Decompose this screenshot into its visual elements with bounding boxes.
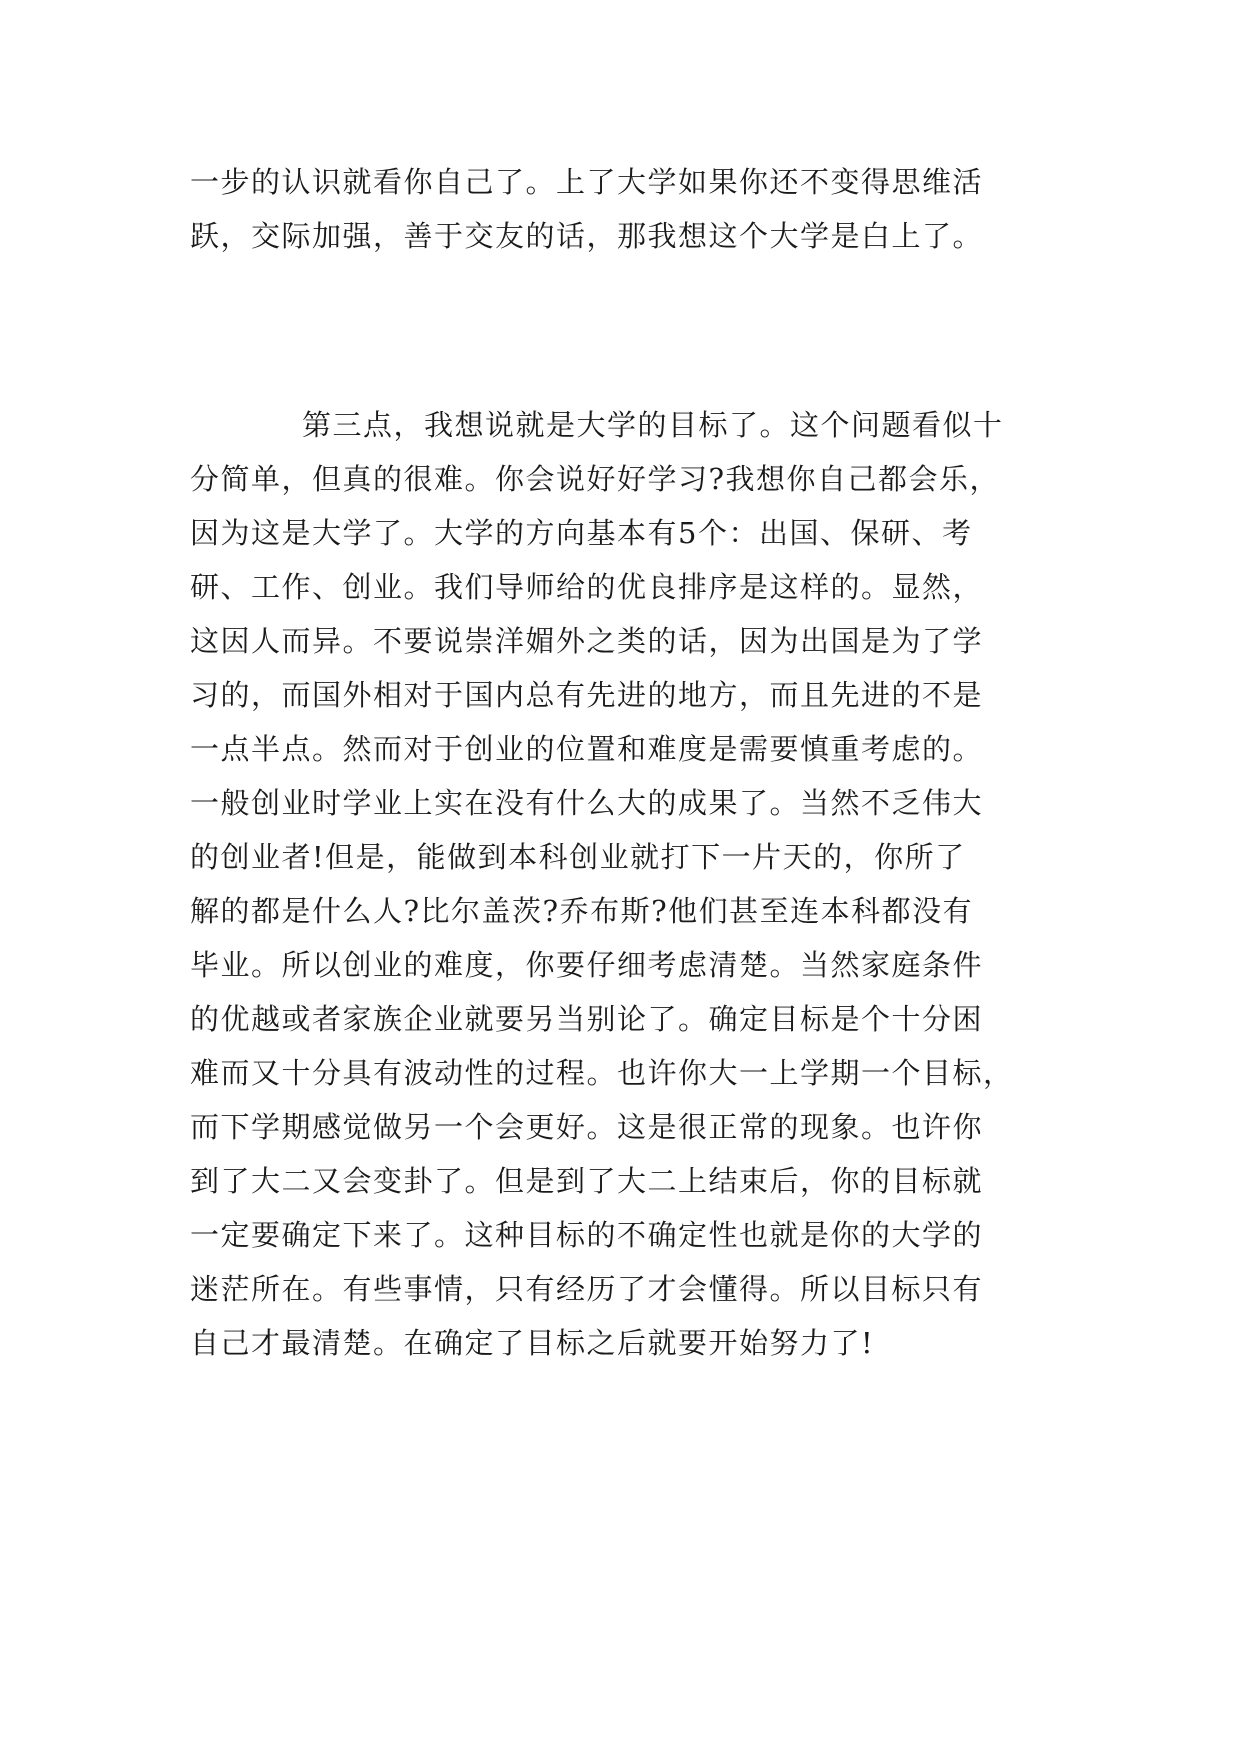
paragraph-line: 跃，交际加强，善于交友的话，那我想这个大学是白上了。 xyxy=(190,219,984,253)
paragraph-line: 自己才最清楚。在确定了目标之后就要开始努力了! xyxy=(190,1326,875,1360)
paragraph-1 xyxy=(190,155,1050,263)
paragraph-line: 一定要确定下来了。这种目标的不确定性也就是你的大学的 xyxy=(190,1218,984,1252)
paragraph-line: 难而又十分具有波动性的过程。也许你大一上学期一个目标， xyxy=(190,1056,1014,1090)
paragraph-line: 而下学期感觉做另一个会更好。这是很正常的现象。也许你 xyxy=(190,1110,984,1144)
paragraph-line: 第三点，我想说就是大学的目标了。这个问题看似十 xyxy=(302,408,1004,442)
paragraph-line: 一点半点。然而对于创业的位置和难度是需要慎重考虑的。 xyxy=(190,732,984,766)
paragraph-line: 到了大二又会变卦了。但是到了大二上结束后，你的目标就 xyxy=(190,1164,984,1198)
paragraph-line: 迷茫所在。有些事情，只有经历了才会懂得。所以目标只有 xyxy=(190,1272,984,1306)
paragraph-2 xyxy=(190,398,1050,1370)
paragraph-line: 因为这是大学了。大学的方向基本有5个：出国、保研、考 xyxy=(190,516,973,550)
paragraph-line: 这因人而异。不要说崇洋媚外之类的话，因为出国是为了学 xyxy=(190,624,984,658)
paragraph-line: 一步的认识就看你自己了。上了大学如果你还不变得思维活 xyxy=(190,165,984,199)
paragraph-line: 的优越或者家族企业就要另当别论了。确定目标是个十分困 xyxy=(190,1002,984,1036)
paragraph-line: 一般创业时学业上实在没有什么大的成果了。当然不乏伟大 xyxy=(190,786,984,820)
paragraph-line: 研、工作、创业。我们导师给的优良排序是这样的。显然， xyxy=(190,570,984,604)
paragraph-line: 分简单，但真的很难。你会说好好学习?我想你自己都会乐， xyxy=(190,462,1001,496)
paragraph-line: 习的，而国外相对于国内总有先进的地方，而且先进的不是 xyxy=(190,678,984,712)
paragraph-line: 解的都是什么人?比尔盖茨?乔布斯?他们甚至连本科都没有 xyxy=(190,894,974,928)
paragraph-line: 的创业者!但是，能做到本科创业就打下一片天的，你所了 xyxy=(190,840,966,874)
paragraph-line: 毕业。所以创业的难度，你要仔细考虑清楚。当然家庭条件 xyxy=(190,948,984,982)
